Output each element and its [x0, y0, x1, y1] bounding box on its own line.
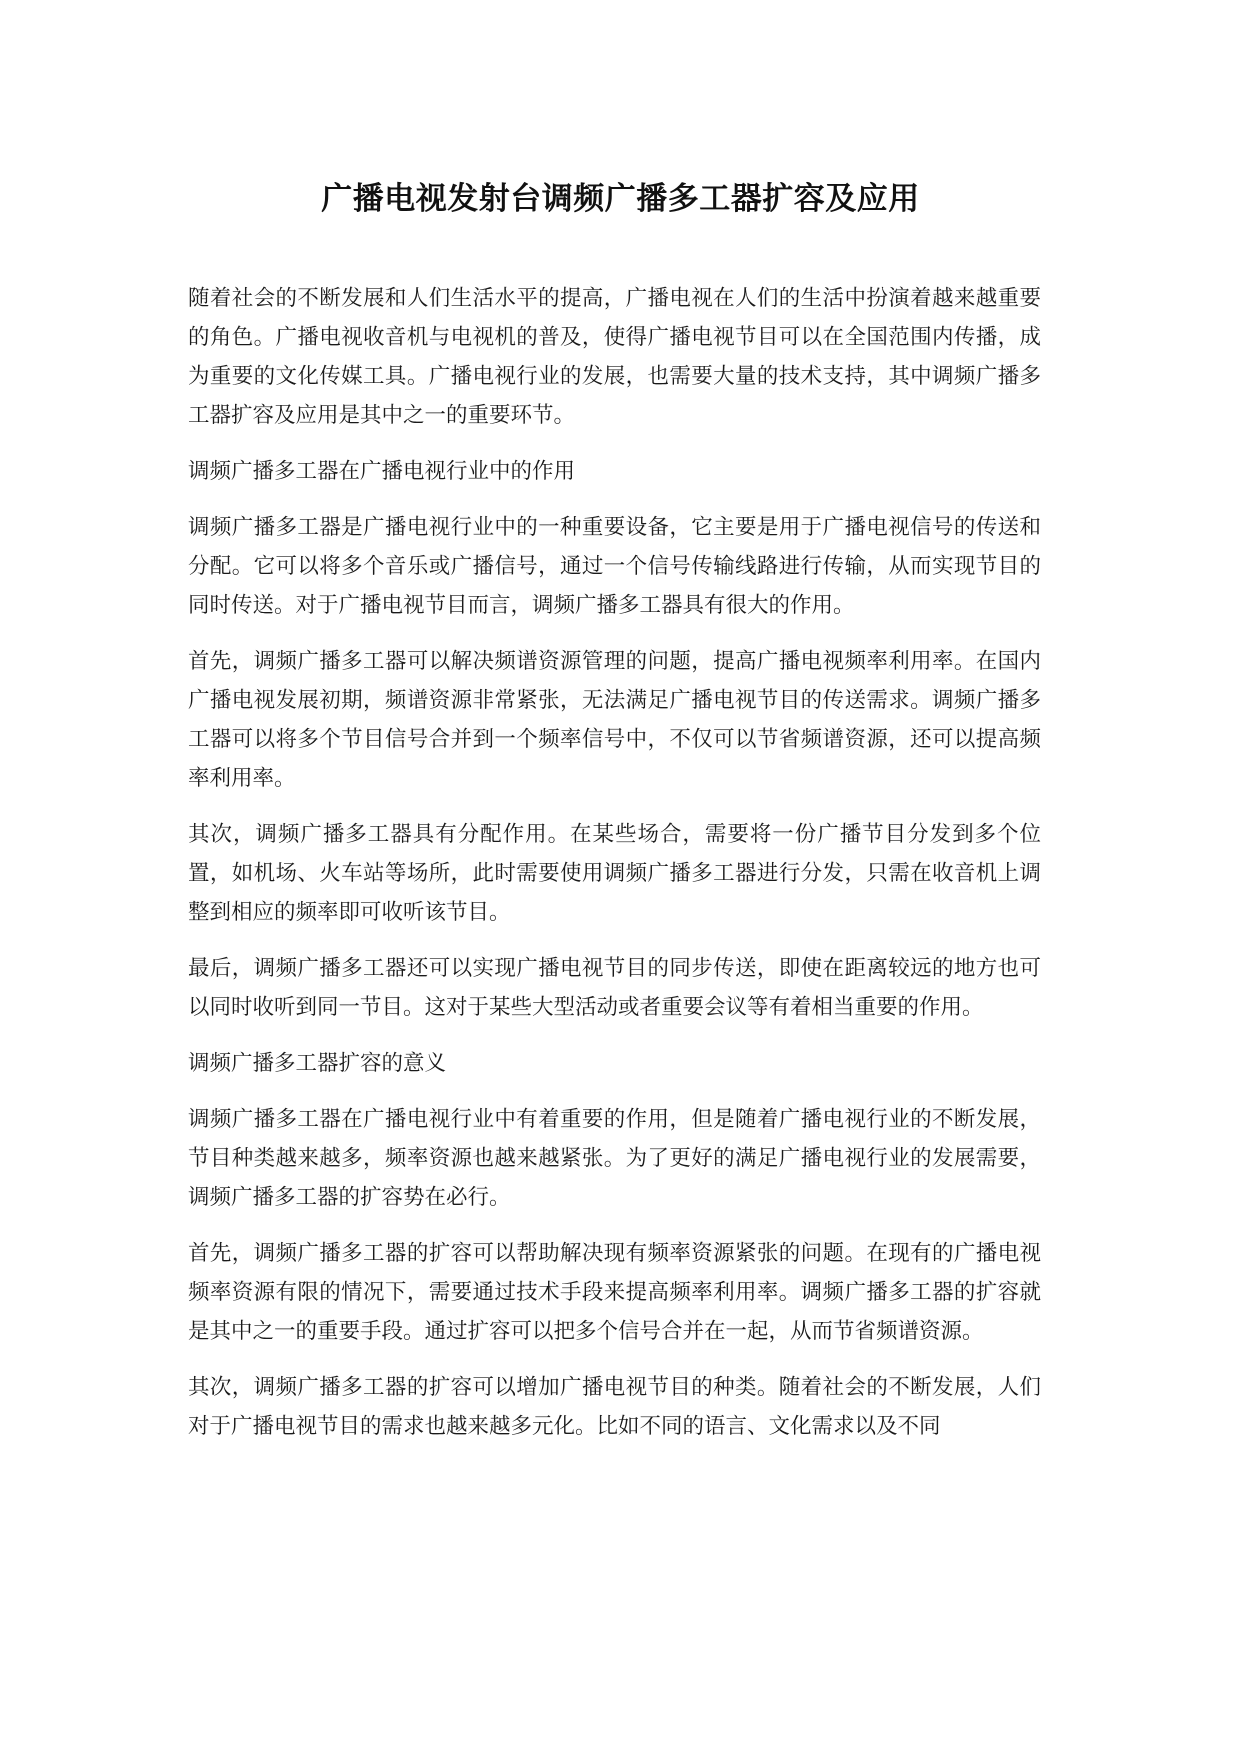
paragraph-expansion-first: 首先，调频广播多工器的扩容可以帮助解决现有频率资源紧张的问题。在现有的广播电视频率资源有限的情况下，需要通过技术手段来提高频率利用率。调频广播多工器的扩容就是其中之一的重要手段。通过扩容可以把多个信号合并在一起，从而节省频谱资源。: [188, 1241, 1041, 1344]
paragraph-expansion-second: 其次，调频广播多工器的扩容可以增加广播电视节目的种类。随着社会的不断发展，人们对于广播电视节目的需求也越来越多元化。比如不同的语言、文化需求以及不同: [188, 1375, 1041, 1439]
section-heading-expansion: 调频广播多工器扩容的意义: [188, 1051, 447, 1076]
paragraph-role-first: 首先，调频广播多工器可以解决频谱资源管理的问题，提高广播电视频率利用率。在国内广播电视发展初期，频谱资源非常紧张，无法满足广播电视节目的传送需求。调频广播多工器可以将多个节目信号合并到一个频率信号中，不仅可以节省频谱资源，还可以提高频率利用率。: [188, 649, 1041, 791]
paragraph-role-last: 最后，调频广播多工器还可以实现广播电视节目的同步传送，即使在距离较远的地方也可以同时收听到同一节目。这对于某些大型活动或者重要会议等有着相当重要的作用。: [188, 956, 1041, 1020]
section-heading-role: 调频广播多工器在广播电视行业中的作用: [188, 459, 576, 484]
paragraph-role-overview: 调频广播多工器是广播电视行业中的一种重要设备，它主要是用于广播电视信号的传送和分配。它可以将多个音乐或广播信号，通过一个信号传输线路进行传输，从而实现节目的同时传送。对于广播电视节目而言，调频广播多工器具有很大的作用。: [188, 515, 1041, 618]
document-title: 广播电视发射台调频广播多工器扩容及应用: [321, 181, 920, 217]
paragraph-role-second: 其次，调频广播多工器具有分配作用。在某些场合，需要将一份广播节目分发到多个位置，如机场、火车站等场所，此时需要使用调频广播多工器进行分发，只需在收音机上调整到相应的频率即可收听该节目。: [188, 822, 1041, 925]
document-body: [188, 279, 1041, 1463]
paragraph-expansion-overview: 调频广播多工器在广播电视行业中有着重要的作用，但是随着广播电视行业的不断发展，节目种类越来越多，频率资源也越来越紧张。为了更好的满足广播电视行业的发展需要，调频广播多工器的扩容势在必行。: [188, 1107, 1041, 1210]
paragraph-intro: 随着社会的不断发展和人们生活水平的提高，广播电视在人们的生活中扮演着越来越重要的角色。广播电视收音机与电视机的普及，使得广播电视节目可以在全国范围内传播，成为重要的文化传媒工具。广播电视行业的发展，也需要大量的技术支持，其中调频广播多工器扩容及应用是其中之一的重要环节。: [188, 286, 1041, 428]
